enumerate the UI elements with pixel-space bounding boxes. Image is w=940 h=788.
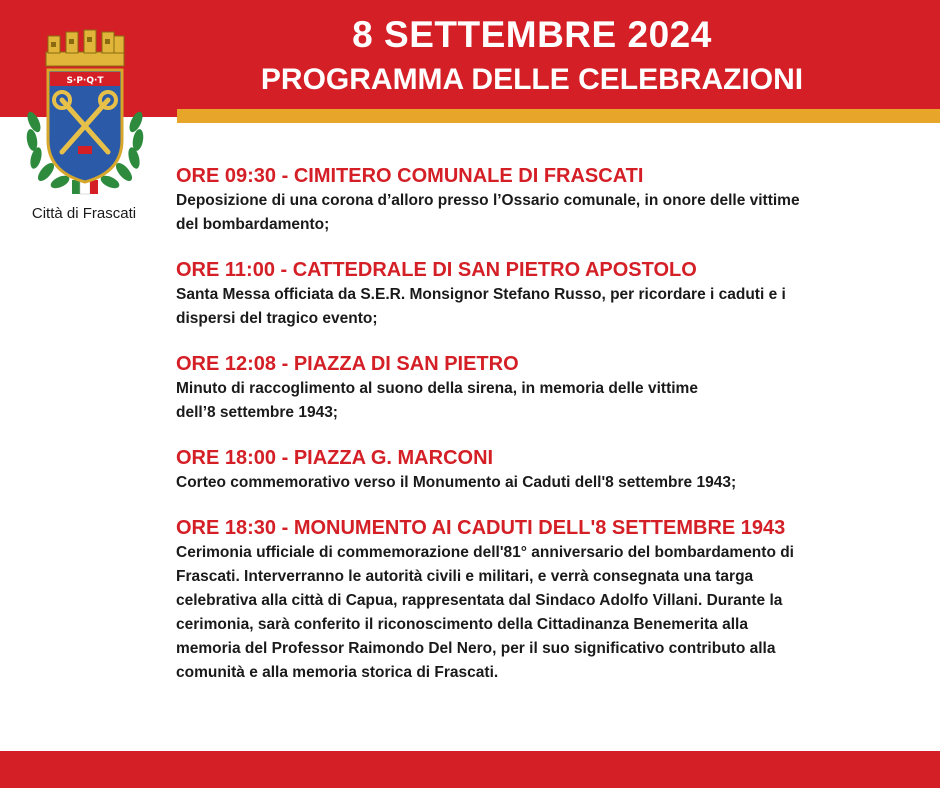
page-subtitle: PROGRAMMA DELLE CELEBRAZIONI — [260, 63, 804, 96]
event-description-line: Frascati. Interverranno le autorità civili e militari, e verrà consegnata una targa — [176, 568, 754, 585]
event-description-line: cerimonia, sarà conferito il riconoscimento della Cittadinanza Benemerita alla — [176, 616, 748, 633]
event-item — [176, 445, 916, 495]
event-item — [176, 351, 916, 425]
event-description — [176, 541, 916, 685]
event-description-line: Cerimonia ufficiale di commemorazione dell'81° anniversario del bombardamento di — [176, 544, 794, 561]
event-description — [176, 189, 916, 237]
event-description-line: del bombardamento; — [176, 216, 330, 233]
footer-band — [0, 751, 940, 788]
event-title: ORE 12:08 - PIAZZA DI SAN PIETRO — [176, 353, 519, 375]
event-description-line: dispersi del tragico evento; — [176, 310, 378, 327]
emblem-motto: S·P·Q·T — [66, 76, 104, 86]
event-description-line: dell’8 settembre 1943; — [176, 404, 338, 421]
city-name: Città di Frascati — [31, 205, 137, 222]
event-item — [176, 515, 916, 685]
events-list — [176, 163, 916, 705]
event-title: ORE 09:30 - CIMITERO COMUNALE DI FRASCATI — [176, 165, 644, 187]
event-description-line: Corteo commemorativo verso il Monumento ai Caduti dell'8 settembre 1943; — [176, 474, 737, 491]
gold-accent-bar — [177, 109, 940, 123]
event-description-line: Santa Messa officiata da S.E.R. Monsignor Stefano Russo, per ricordare i caduti e i — [176, 286, 786, 303]
event-title: ORE 11:00 - CATTEDRALE DI SAN PIETRO APOSTOLO — [176, 259, 697, 281]
event-title: ORE 18:30 - MONUMENTO AI CADUTI DELL'8 SETTEMBRE 1943 — [176, 517, 786, 539]
event-item — [176, 257, 916, 331]
event-description-line: celebrativa alla città di Capua, rappresentata dal Sindaco Adolfo Villani. Durante la — [176, 592, 783, 609]
event-description-line: Deposizione di una corona d’alloro presso l’Ossario comunale, in onore delle vittime — [176, 192, 800, 209]
event-description — [176, 471, 916, 495]
page-title: 8 SETTEMBRE 2024 — [352, 14, 712, 55]
frascati-coat-of-arms-icon — [22, 22, 148, 202]
event-description-line: Minuto di raccoglimento al suono della sirena, in memoria delle vittime — [176, 380, 698, 397]
event-title: ORE 18:00 - PIAZZA G. MARCONI — [176, 447, 494, 469]
event-description-line: comunità e alla memoria storica di Frascati. — [176, 664, 499, 681]
event-item — [176, 163, 916, 237]
event-description — [176, 377, 916, 425]
event-description-line: memoria del Professor Raimondo Del Nero, per il suo significativo contributo alla — [176, 640, 776, 657]
event-description — [176, 283, 916, 331]
